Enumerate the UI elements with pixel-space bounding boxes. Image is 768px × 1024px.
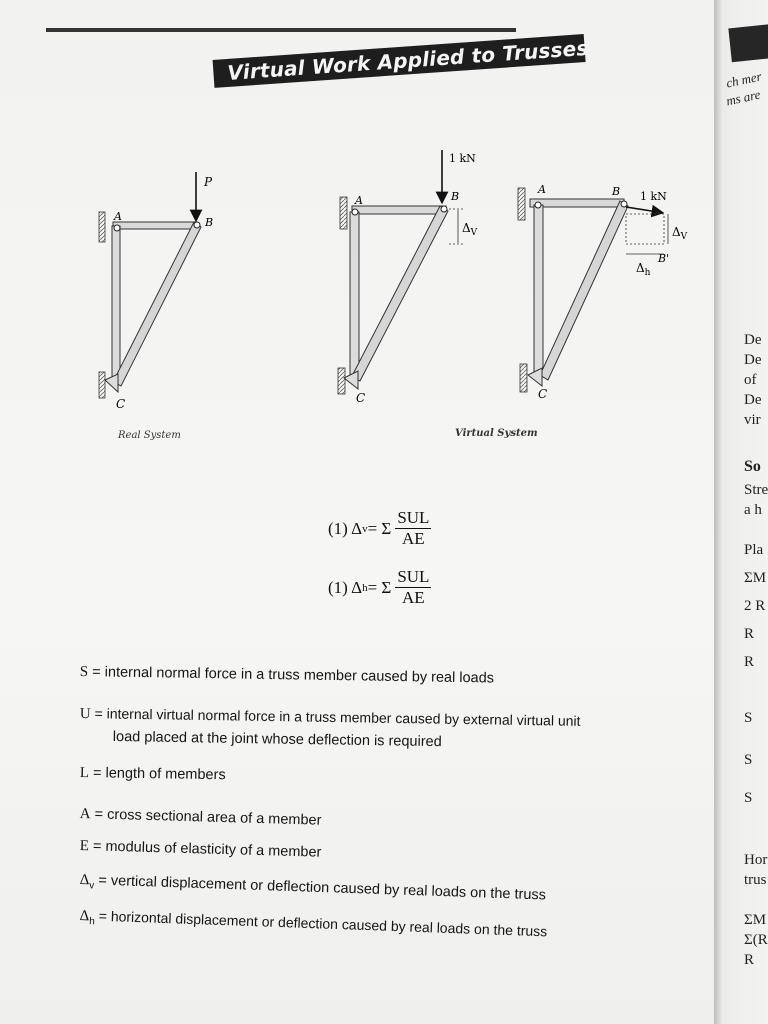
node-label-c: C: [116, 397, 126, 411]
facing-fragment: Pla: [744, 542, 764, 558]
facing-fragment: ΣM: [744, 912, 767, 928]
member-bc: [113, 222, 201, 386]
facing-fragment: R: [744, 952, 755, 968]
wall-support-a: [340, 197, 347, 229]
facing-fragment: ch mer: [724, 68, 763, 91]
member-ab: [530, 199, 624, 207]
formula-sub: h: [362, 581, 368, 594]
wall-support-c: [338, 368, 345, 394]
wall-support-c: [520, 364, 527, 392]
facing-fragment: vir: [744, 412, 761, 428]
definition-sub: h: [88, 916, 95, 928]
definition-u-continued: [113, 729, 743, 755]
load-label-1kn: 1 kN: [449, 152, 476, 165]
facing-fragment: 2 R: [744, 598, 766, 614]
definition-u: [80, 705, 710, 733]
facing-fragment: Hor: [744, 852, 768, 868]
pin-b: [621, 201, 627, 207]
facing-fragment: trus: [744, 872, 767, 888]
definition-delta-v: [79, 872, 709, 912]
node-label-a: A: [538, 183, 546, 196]
facing-fragment: R: [744, 626, 755, 642]
member-bc: [352, 206, 448, 381]
definition-e: [80, 838, 710, 873]
facing-fragment: De: [744, 332, 762, 348]
definition-delta-h: [79, 907, 709, 949]
definition-s: [80, 664, 710, 691]
virtual-horizontal-figure: [518, 183, 688, 401]
wall-support-c: [99, 372, 105, 398]
formula-eq: = Σ: [367, 577, 392, 597]
facing-page-edge: [714, 0, 768, 1024]
definition-symbol: A: [79, 806, 91, 823]
definition-text: = length of members: [88, 765, 226, 784]
node-label-c: C: [356, 391, 366, 405]
formula-denominator: AE: [402, 588, 425, 607]
facing-fragment: Σ(R: [744, 932, 768, 948]
load-label-1kn: 1 kN: [640, 190, 667, 203]
formula-denominator: AE: [402, 529, 425, 548]
virtual-vertical-figure: [338, 150, 478, 405]
facing-fragment: S: [744, 790, 753, 806]
definition-symbol: S: [79, 664, 89, 681]
load-arrow-1kn: [626, 207, 658, 212]
definition-text: = internal virtual normal force in a truss member caused by external virtual unit: [90, 705, 581, 729]
disp-label-v: $\Delta_V$: [672, 225, 688, 242]
facing-fragment: ms are: [724, 86, 762, 109]
facing-fragment: De: [744, 392, 762, 408]
node-label-b: B: [205, 216, 214, 229]
facing-page-header-block: [728, 24, 768, 63]
pin-support-c: [105, 374, 118, 392]
facing-fragment: Stre: [744, 482, 768, 498]
pin-b: [194, 222, 200, 228]
definition-text: = cross sectional area of a member: [90, 806, 322, 829]
real-system-figure: [99, 172, 213, 411]
disp-label-h: $\Delta_h$: [636, 261, 651, 278]
formula-lhs: (1) Δ: [328, 518, 363, 538]
definition-symbol: L: [79, 765, 90, 782]
formula-sub: v: [362, 522, 368, 535]
node-label-a: A: [114, 210, 122, 223]
facing-fragment: S: [744, 710, 753, 726]
definition-text: = horizontal displacement or deflection caused by real loads on the truss: [94, 907, 548, 940]
pin-a: [535, 202, 541, 208]
section-title: Virtual Work Applied to Trusses: [226, 35, 590, 85]
node-label-a: A: [355, 194, 363, 207]
facing-fragment: R: [744, 654, 755, 670]
definition-symbol: Δ: [79, 872, 90, 889]
definition-text: load placed at the joint whose deflection is required: [112, 729, 442, 751]
formula-numerator: SUL: [397, 508, 430, 527]
formula-fraction: [395, 567, 431, 608]
definition-sub: v: [89, 880, 95, 892]
facing-fragment: of: [744, 372, 757, 388]
definition-symbol: E: [79, 838, 90, 855]
definition-l: [80, 765, 710, 792]
formula-numerator: SUL: [397, 567, 430, 586]
facing-fragment: ΣM: [744, 570, 767, 586]
formula-fraction: [395, 508, 431, 549]
member-ab: [113, 222, 197, 229]
definition-text: = vertical displacement or deflection caused by real loads on the truss: [94, 872, 547, 904]
member-ab: [352, 206, 446, 214]
member-ac: [534, 205, 543, 377]
caption-real-system: Real System: [118, 430, 181, 441]
pin-a: [352, 209, 358, 215]
pin-b: [441, 206, 447, 212]
formula-eq: = Σ: [367, 518, 392, 538]
truss-figures: [0, 0, 718, 470]
formula-horizontal: [328, 567, 431, 608]
facing-fragment: So: [744, 458, 761, 475]
node-label-b-prime: B': [658, 252, 670, 265]
definition-text: = modulus of elasticity of a member: [88, 838, 322, 861]
node-label-c: C: [538, 387, 548, 401]
pin-a: [114, 225, 120, 231]
facing-fragment: De: [744, 352, 762, 368]
formula-lhs: (1) Δ: [328, 577, 363, 597]
definition-text: = internal normal force in a truss member caused by real loads: [88, 664, 495, 687]
member-bc: [540, 201, 628, 380]
wall-support-a: [518, 188, 525, 220]
node-label-b: B: [451, 190, 460, 203]
member-ac: [350, 212, 359, 378]
facing-fragment: S: [744, 752, 753, 768]
load-label-p: P: [204, 175, 213, 189]
wall-support-a: [99, 212, 105, 242]
node-label-b: B: [612, 185, 621, 198]
facing-fragment: a h: [744, 502, 762, 518]
definition-symbol: U: [79, 705, 91, 723]
displaced-node-box: [626, 214, 664, 244]
formula-vertical: [328, 508, 431, 549]
definition-a: [80, 806, 710, 841]
disp-label-v: $\Delta_V$: [462, 221, 478, 238]
caption-virtual-system: Virtual System: [455, 428, 538, 439]
definition-symbol: Δ: [79, 907, 90, 925]
member-ac: [112, 226, 120, 384]
